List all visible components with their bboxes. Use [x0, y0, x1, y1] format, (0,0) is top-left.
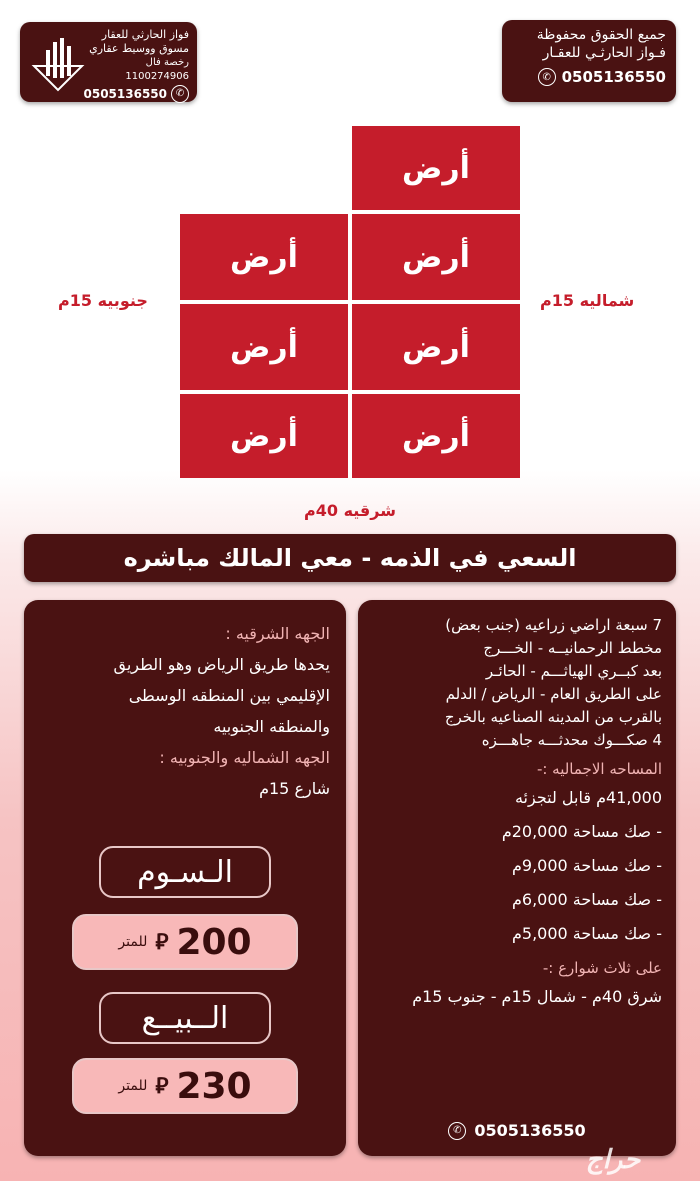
plot-1: أرض	[352, 126, 520, 210]
page-title: السعي في الذمه - معي المالك مباشره	[24, 534, 676, 582]
ns-line: شارع 15م	[259, 779, 330, 798]
haraj-watermark: حراج	[585, 1145, 641, 1175]
sale-label-pill: الــبيــع	[99, 992, 271, 1044]
rights-card	[502, 20, 676, 102]
details-panel	[358, 600, 676, 1156]
area-line: - صك مساحة 20,000م	[501, 822, 662, 841]
details-phone-row[interactable]	[358, 1121, 676, 1140]
logo-phone-number: 0505136550	[83, 87, 167, 101]
east-line: يحدها طريق الرياض وهو الطريق	[113, 655, 330, 674]
logo-line-name: فواز الحارثي للعقار	[101, 28, 189, 41]
plot-5: أرض	[180, 304, 348, 390]
east-heading: الجهه الشرقيه :	[225, 624, 330, 643]
phone-icon: ✆	[538, 68, 556, 86]
streets-heading: على ثلاث شوارع :-	[542, 959, 662, 977]
details-phone-number: 0505136550	[474, 1121, 586, 1140]
north-side-label: شماليه 15م	[540, 291, 635, 310]
bid-label-pill: الـسـوم	[99, 846, 271, 898]
plot-7: أرض	[180, 394, 348, 478]
area-line: 41,000م قابل لتجزئه	[514, 788, 662, 807]
price-unit: للمتر	[118, 934, 148, 950]
bid-price-pill	[72, 914, 298, 970]
company-logo	[30, 32, 86, 94]
plot-6: أرض	[352, 394, 520, 478]
ns-heading: الجهه الشماليه والجنوبيه :	[159, 748, 330, 767]
plot-3: أرض	[180, 214, 348, 300]
logo-line-license: رخصة فال 1100274906	[125, 57, 189, 82]
east-line: والمنطقه الجنوبيه	[213, 717, 330, 736]
plot-4: أرض	[352, 304, 520, 390]
logo-line-role: مسوق ووسيط عقاري	[89, 42, 189, 55]
detail-line: 7 سبعة اراضي زراعيه (جنب بعض)	[445, 616, 662, 634]
detail-line: بعد كبــري الهياثـــم - الحائـر	[485, 662, 662, 680]
logo-phone-row[interactable]	[81, 85, 189, 103]
phone-icon: ✆	[448, 1122, 466, 1140]
sides-panel	[24, 600, 346, 1156]
plot-2: أرض	[352, 214, 520, 300]
rights-line: جميع الحقوق محفوظة	[536, 27, 666, 43]
streets-line: شرق 40م - شمال 15م - جنوب 15م	[412, 987, 662, 1006]
sale-price-pill	[72, 1058, 298, 1114]
rights-owner: فـواز الحارثـي للعقـار	[542, 45, 666, 61]
area-line: - صك مساحة 9,000م	[511, 856, 662, 875]
east-line: الإقليمي بين المنطقه الوسطى	[128, 686, 330, 705]
area-line: - صك مساحة 6,000م	[511, 890, 662, 909]
phone-icon: ✆	[171, 85, 189, 103]
logo-card	[20, 22, 197, 102]
detail-line: مخطط الرحمانيــه - الخـــرج	[483, 639, 662, 657]
rights-phone-row[interactable]	[512, 68, 666, 86]
rights-phone-number: 0505136550	[561, 68, 666, 86]
sale-price-value: 230	[176, 1065, 252, 1107]
south-side-label: جنوبيه 15م	[58, 291, 148, 310]
bid-price-value: 200	[176, 921, 252, 963]
area-line: - صك مساحة 5,000م	[511, 924, 662, 943]
detail-line: 4 صكـــوك محدثـــه جاهـــزه	[481, 731, 662, 749]
area-heading: المساحه الاجماليه :-	[536, 760, 662, 778]
detail-line: بالقرب من المدينه الصناعيه بالخرج	[444, 708, 662, 726]
price-unit: للمتر	[118, 1078, 148, 1094]
detail-line: على الطريق العام - الرياض / الدلم	[445, 685, 662, 703]
east-side-label: شرقيه 40م	[304, 501, 396, 520]
riyal-icon: ⃁	[155, 1074, 169, 1099]
riyal-icon: ⃁	[155, 930, 169, 955]
